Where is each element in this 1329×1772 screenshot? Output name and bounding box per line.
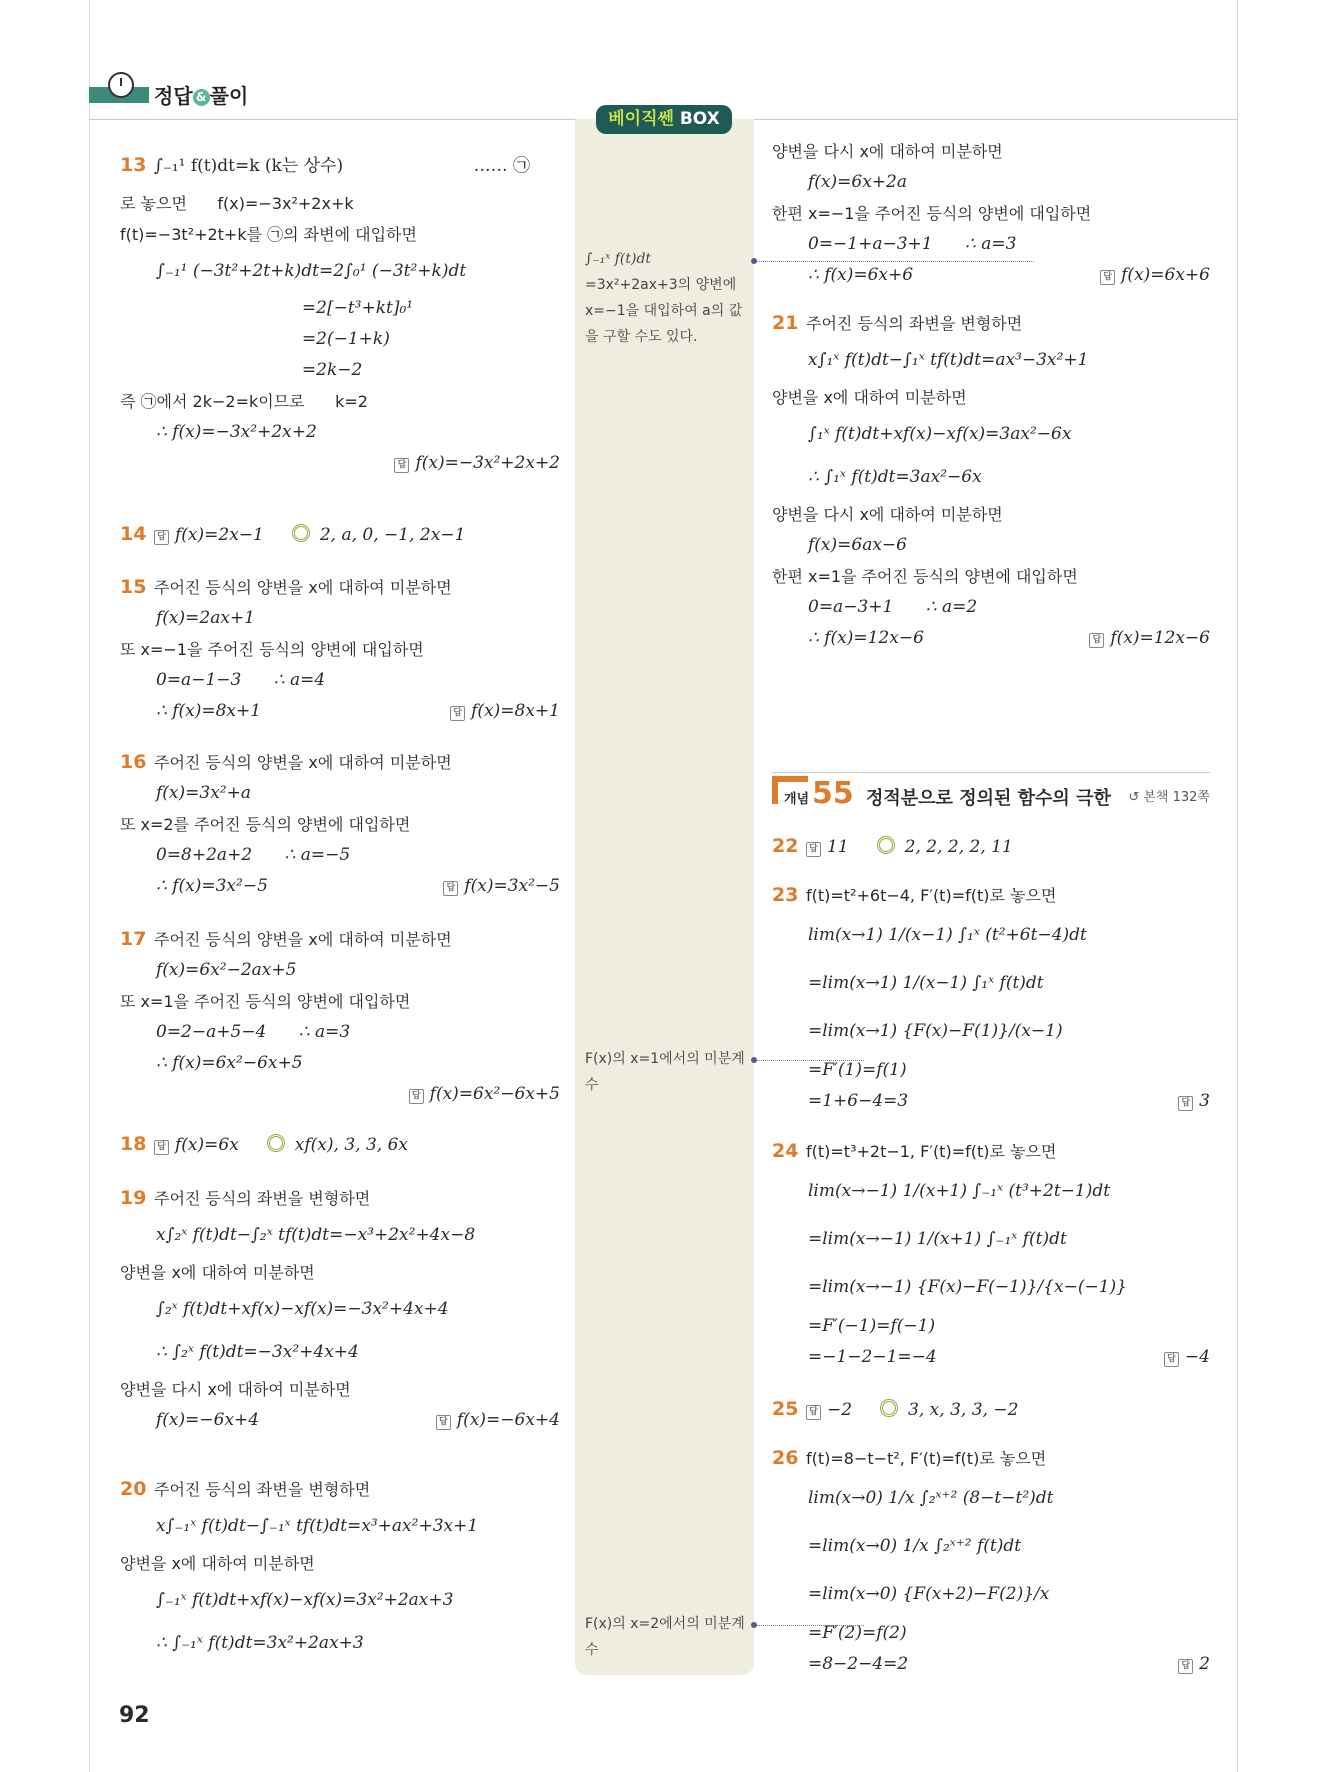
box-label-box: BOX <box>679 109 720 129</box>
line-text: x∫₂ˣ f(t)dt−∫₂ˣ tf(t)dt=−x³+2x²+4x−8 <box>156 1225 476 1245</box>
line-text: f(x)=6x²−2ax+5 <box>156 960 297 980</box>
line-text: f(x)=−6x+4 <box>156 1410 260 1430</box>
line-text: 양변을 다시 x에 대하여 미분하면 <box>772 142 1003 161</box>
final-answer <box>436 1405 560 1436</box>
problem-21 <box>772 308 1210 654</box>
answer-value: f(x)=12x−6 <box>1110 628 1210 648</box>
solution-line <box>772 382 1210 413</box>
solution-line <box>772 880 1210 911</box>
line-text: ∴ f(x)=−3x²+2x+2 <box>156 422 317 442</box>
basic-box-column <box>575 119 754 1675</box>
title-amp: & <box>193 89 210 106</box>
final-answer <box>409 1079 560 1110</box>
solution-line <box>772 832 1210 863</box>
solution-line <box>120 1257 560 1288</box>
problem-number: 17 <box>120 928 147 950</box>
line-text: f(t)=8−t−t², F′(t)=f(t)로 놓으면 <box>806 1449 1047 1468</box>
solution-line <box>772 339 1210 382</box>
problem-number: 14 <box>120 523 147 545</box>
problem-25 <box>772 1395 1210 1426</box>
problem-number: 19 <box>120 1187 147 1209</box>
line-text: x∫₁ˣ f(t)dt−∫₁ˣ tf(t)dt=ax³−3x²+1 <box>808 350 1089 370</box>
answer-tag-icon: 답 <box>806 842 821 857</box>
line-text: ∴ ∫₋₁ˣ f(t)dt=3x²+2ax+3 <box>156 1633 364 1653</box>
line-text: ∴ f(x)=6x²−6x+5 <box>156 1053 303 1073</box>
line-text: =lim(x→1) 1/(x−1) ∫₁ˣ f(t)dt <box>808 973 1044 993</box>
solution-line <box>120 1405 560 1436</box>
solution-line <box>120 871 560 902</box>
line-text: 주어진 등식의 좌변을 변형하면 <box>806 314 1023 333</box>
line-text: =2(−1+k) <box>156 329 390 349</box>
answer-value: 11 <box>827 837 849 857</box>
solution-line <box>772 198 1210 229</box>
line-text: 주어진 등식의 좌변을 변형하면 <box>154 1189 371 1208</box>
solution-line <box>120 1048 560 1079</box>
answer-tag-icon: 답 <box>1178 1096 1193 1111</box>
problem-15 <box>120 572 560 727</box>
line-text: ∴ f(x)=3x²−5 <box>156 876 268 896</box>
solution-line <box>120 778 560 809</box>
solution-line <box>120 1474 560 1505</box>
solution-line <box>772 1443 1210 1474</box>
line-text: f(t)=−3t²+2t+k를 ㉠의 좌변에 대입하면 <box>120 225 417 244</box>
solution-line <box>120 924 560 955</box>
final-answer <box>394 448 560 479</box>
answer-tag-icon: 답 <box>394 458 409 473</box>
solution-line <box>120 747 560 778</box>
line-text: f(x)=6ax−6 <box>808 535 907 555</box>
answer-value: f(x)=3x²−5 <box>464 876 560 896</box>
solution-line <box>120 603 560 634</box>
line-text: ∴ f(x)=8x+1 <box>156 701 262 721</box>
solution-line <box>120 840 560 871</box>
solution-line <box>120 188 560 219</box>
line-text: 0=a−3+1 ∴ a=2 <box>808 597 978 617</box>
answer-tag-icon: 답 <box>1100 270 1115 285</box>
problem-number: 16 <box>120 751 147 773</box>
concept-label: 개념 <box>784 792 810 807</box>
line-text: ∫₁ˣ f(t)dt+xf(x)−xf(x)=3ax²−6x <box>808 424 1072 444</box>
solution-line <box>120 1579 560 1622</box>
solution-line <box>772 308 1210 339</box>
line-text: =lim(x→−1) {F(x)−F(−1)}/{x−(−1)} <box>808 1277 1127 1297</box>
page-number: 92 <box>119 1703 150 1728</box>
solution-line <box>120 1505 560 1548</box>
clock-icon <box>108 72 134 98</box>
solution-line <box>120 986 560 1017</box>
problem-24 <box>772 1136 1210 1373</box>
final-answer <box>1178 1649 1210 1680</box>
solution-line <box>772 1311 1210 1342</box>
basic-box-label <box>596 105 732 134</box>
problem-20 <box>120 1474 560 1665</box>
final-answer <box>450 696 560 727</box>
problem-16 <box>120 747 560 902</box>
solution-line <box>772 1136 1210 1167</box>
problem-number: 26 <box>772 1447 799 1469</box>
solution-line <box>772 136 1210 167</box>
solution-line <box>772 1215 1210 1263</box>
answer-tag-icon: 답 <box>1178 1659 1193 1674</box>
blank-answers: xf(x), 3, 3, 6x <box>294 1135 408 1155</box>
solution-line <box>772 530 1210 561</box>
line-text: ∴ f(x)=12x−6 <box>808 628 924 648</box>
problem-17 <box>120 924 560 1110</box>
box-label-text: 베이직쎈 <box>608 109 680 129</box>
line-text: f(x)=6x+2a <box>808 172 907 192</box>
problem-number: 22 <box>772 835 799 857</box>
line-text: 한편 x=1을 주어진 등식의 양변에 대입하면 <box>772 567 1078 586</box>
answer-value: −2 <box>827 1400 853 1420</box>
solution-line <box>120 250 560 293</box>
line-text: 또 x=−1을 주어진 등식의 양변에 대입하면 <box>120 640 424 659</box>
box-note-text: =3x²+2ax+3의 양변에 x=−1을 대입하여 a의 값을 구할 수도 있다. <box>585 277 743 345</box>
answer-tag-icon: 답 <box>806 1405 821 1420</box>
solution-line <box>772 592 1210 623</box>
answer-tag-icon: 답 <box>409 1089 424 1104</box>
line-text: =1+6−4=3 <box>808 1091 909 1111</box>
line-text: 주어진 등식의 양변을 x에 대하여 미분하면 <box>154 930 452 949</box>
solution-line <box>772 1086 1210 1117</box>
line-text: 0=8+2a+2 ∴ a=−5 <box>156 845 351 865</box>
target-icon <box>880 1399 898 1417</box>
final-answer <box>1089 623 1210 654</box>
line-text: ∴ ∫₁ˣ f(t)dt=3ax²−6x <box>808 467 982 487</box>
answer-value: f(x)=−6x+4 <box>456 1410 560 1430</box>
concept-page-ref[interactable]: ↺ 본책 132쪽 <box>1128 790 1210 805</box>
solution-line <box>772 167 1210 198</box>
problem-number: 25 <box>772 1398 799 1420</box>
solution-line <box>120 355 560 386</box>
line-text: 양변을 x에 대하여 미분하면 <box>120 1263 315 1282</box>
answer-tag-icon: 답 <box>1164 1352 1179 1367</box>
line-text: 양변을 다시 x에 대하여 미분하면 <box>120 1380 351 1399</box>
line-text: 한편 x=−1을 주어진 등식의 양변에 대입하면 <box>772 204 1092 223</box>
solution-line <box>120 1288 560 1331</box>
solution-line <box>120 1622 560 1665</box>
solution-line <box>120 1130 560 1161</box>
solution-line <box>120 386 560 417</box>
box-note-1 <box>585 246 745 350</box>
page-border-right <box>1237 0 1238 1772</box>
target-icon <box>877 836 895 854</box>
solution-line <box>772 1474 1210 1522</box>
answer-value: 3 <box>1199 1091 1210 1111</box>
solution-line <box>772 911 1210 959</box>
problem-number: 18 <box>120 1133 147 1155</box>
answer-value: f(x)=6x+6 <box>1121 265 1210 285</box>
solution-line <box>120 145 560 188</box>
line-text: f(x)=3x²+a <box>156 783 251 803</box>
line-text: 0=2−a+5−4 ∴ a=3 <box>156 1022 351 1042</box>
answer-value: f(x)=−3x²+2x+2 <box>415 453 560 473</box>
line-text: lim(x→1) 1/(x−1) ∫₁ˣ (t²+6t−4)dt <box>808 925 1087 945</box>
solution-line <box>120 1331 560 1374</box>
answer-tag-icon: 답 <box>443 881 458 896</box>
solution-line <box>120 634 560 665</box>
solution-line <box>120 1214 560 1257</box>
line-text: 주어진 등식의 양변을 x에 대하여 미분하면 <box>154 578 452 597</box>
solution-line <box>772 959 1210 1007</box>
solution-line <box>772 1342 1210 1373</box>
page-title <box>154 80 248 109</box>
line-text: =2[−t³+kt]₀¹ <box>156 298 414 318</box>
solution-line <box>120 219 560 250</box>
line-text: =2k−2 <box>156 360 363 380</box>
line-text: =lim(x→0) {F(x+2)−F(2)}/x <box>808 1584 1050 1604</box>
problem-18 <box>120 1130 560 1161</box>
solution-line <box>772 260 1210 291</box>
line-text: 또 x=1을 주어진 등식의 양변에 대입하면 <box>120 992 411 1011</box>
line-text: 로 놓으면 f(x)=−3x²+2x+k <box>120 194 354 213</box>
answer-tag-icon: 답 <box>1089 633 1104 648</box>
equation-marker: …… ㉠ <box>473 156 530 176</box>
line-text: lim(x→−1) 1/(x+1) ∫₋₁ˣ (t³+2t−1)dt <box>808 1181 1111 1201</box>
line-text: f(t)=t³+2t−1, F′(t)=f(t)로 놓으면 <box>806 1142 1057 1161</box>
solution-line <box>772 1618 1210 1649</box>
answer-value: f(x)=2x−1 <box>175 525 264 545</box>
answer-tag-icon: 답 <box>450 706 465 721</box>
solution-line <box>772 1649 1210 1680</box>
solution-line <box>772 1570 1210 1618</box>
line-text: f(x)=2ax+1 <box>156 608 255 628</box>
line-text: 주어진 등식의 양변을 x에 대하여 미분하면 <box>154 753 452 772</box>
problem-number: 21 <box>772 312 799 334</box>
line-text: =F′(2)=f(2) <box>808 1623 907 1643</box>
final-answer <box>1164 1342 1210 1373</box>
solution-line <box>120 417 560 448</box>
line-text: 주어진 등식의 좌변을 변형하면 <box>154 1480 371 1499</box>
final-answer <box>443 871 560 902</box>
solution-line <box>120 572 560 603</box>
concept-header <box>772 776 1210 816</box>
solution-line <box>120 520 560 551</box>
problem-14 <box>120 520 560 551</box>
answer-value: −4 <box>1184 1347 1210 1367</box>
answer-tag-icon: 답 <box>154 530 169 545</box>
solution-line <box>772 499 1210 530</box>
problem-26 <box>772 1443 1210 1680</box>
solution-line <box>772 229 1210 260</box>
problem-number: 20 <box>120 1478 147 1500</box>
problem-13 <box>120 145 560 479</box>
line-text: ∫₂ˣ f(t)dt+xf(x)−xf(x)=−3x²+4x+4 <box>156 1299 449 1319</box>
blank-answers: 2, a, 0, −1, 2x−1 <box>319 525 466 545</box>
line-text: 즉 ㉠에서 2k−2=k이므로 k=2 <box>120 392 368 411</box>
box-note-3 <box>585 1611 745 1663</box>
solution-line <box>120 1183 560 1214</box>
line-text: x∫₋₁ˣ f(t)dt−∫₋₁ˣ tf(t)dt=x³+ax²+3x+1 <box>156 1516 479 1536</box>
solution-line <box>772 561 1210 592</box>
solution-line <box>120 1548 560 1579</box>
line-text: 양변을 x에 대하여 미분하면 <box>772 388 967 407</box>
problem-20-continued <box>772 136 1210 291</box>
problem-23 <box>772 880 1210 1117</box>
title-part1: 정답 <box>154 84 193 108</box>
line-text: 양변을 다시 x에 대하여 미분하면 <box>772 505 1003 524</box>
target-icon <box>292 524 310 542</box>
box-note-text: F(x)의 x=2에서의 미분계수 <box>585 1616 745 1658</box>
concept-rule <box>772 772 1210 773</box>
final-answer <box>1178 1086 1210 1117</box>
solution-line <box>120 809 560 840</box>
solution-line <box>772 1167 1210 1215</box>
solution-line <box>120 955 560 986</box>
line-text: ∫₋₁¹ (−3t²+2t+k)dt=2∫₀¹ (−3t²+k)dt <box>156 261 467 281</box>
line-text: ∫₋₁¹ f(t)dt=k (k는 상수) <box>154 156 344 176</box>
line-text: =lim(x→−1) 1/(x+1) ∫₋₁ˣ f(t)dt <box>808 1229 1067 1249</box>
answer-value: f(x)=8x+1 <box>471 701 560 721</box>
box-note-text: F(x)의 x=1에서의 미분계수 <box>585 1051 745 1093</box>
concept-title: 정적분으로 정의된 함수의 극한 <box>866 788 1111 809</box>
answer-value: f(x)=6x²−6x+5 <box>429 1084 560 1104</box>
line-text: ∴ ∫₂ˣ f(t)dt=−3x²+4x+4 <box>156 1342 359 1362</box>
problem-number: 23 <box>772 884 799 906</box>
problem-number: 24 <box>772 1140 799 1162</box>
box-note-math: ∫₋₁ˣ f(t)dt <box>585 251 652 267</box>
problem-number: 13 <box>120 154 147 176</box>
target-icon <box>267 1134 285 1152</box>
line-text: ∫₋₁ˣ f(t)dt+xf(x)−xf(x)=3x²+2ax+3 <box>156 1590 454 1610</box>
line-text: 또 x=2를 주어진 등식의 양변에 대입하면 <box>120 815 411 834</box>
solution-line <box>120 293 560 324</box>
title-part2: 풀이 <box>209 84 249 108</box>
line-text: 양변을 x에 대하여 미분하면 <box>120 1554 315 1573</box>
line-text: =8−2−4=2 <box>808 1654 909 1674</box>
concept-number: 55 <box>812 776 854 811</box>
solution-line <box>772 623 1210 654</box>
answer-tag-icon: 답 <box>154 1140 169 1155</box>
line-text: =lim(x→1) {F(x)−F(1)}/(x−1) <box>808 1021 1063 1041</box>
solution-line <box>772 413 1210 456</box>
line-text: 0=a−1−3 ∴ a=4 <box>156 670 326 690</box>
solution-line <box>772 1263 1210 1311</box>
solution-line <box>120 1079 560 1110</box>
line-text: lim(x→0) 1/x ∫₂ˣ⁺² (8−t−t²)dt <box>808 1488 1054 1508</box>
solution-line <box>772 1055 1210 1086</box>
solution-line <box>120 1017 560 1048</box>
solution-line <box>120 1374 560 1405</box>
solution-line <box>120 448 560 479</box>
line-text: ∴ f(x)=6x+6 <box>808 265 914 285</box>
solution-line <box>120 696 560 727</box>
solution-line <box>772 1522 1210 1570</box>
problem-22 <box>772 832 1210 863</box>
page-border-left <box>89 0 90 1772</box>
line-text: =−1−2−1=−4 <box>808 1347 937 1367</box>
solution-line <box>120 665 560 696</box>
line-text: 0=−1+a−3+1 ∴ a=3 <box>808 234 1017 254</box>
solution-line <box>772 456 1210 499</box>
line-text: f(t)=t²+6t−4, F′(t)=f(t)로 놓으면 <box>806 886 1057 905</box>
answer-value: 2 <box>1199 1654 1210 1674</box>
blank-answers: 3, x, 3, 3, −2 <box>908 1400 1019 1420</box>
solution-line <box>772 1007 1210 1055</box>
line-text: =F′(1)=f(1) <box>808 1060 907 1080</box>
final-answer <box>1100 260 1210 291</box>
blank-answers: 2, 2, 2, 2, 11 <box>904 837 1013 857</box>
solution-line <box>772 1395 1210 1426</box>
problem-number: 15 <box>120 576 147 598</box>
box-note-2 <box>585 1046 745 1098</box>
line-text: =lim(x→0) 1/x ∫₂ˣ⁺² f(t)dt <box>808 1536 1022 1556</box>
line-text: =F′(−1)=f(−1) <box>808 1316 936 1336</box>
solution-line <box>120 324 560 355</box>
answer-value: f(x)=6x <box>175 1135 239 1155</box>
answer-tag-icon: 답 <box>436 1415 451 1430</box>
problem-19 <box>120 1183 560 1436</box>
